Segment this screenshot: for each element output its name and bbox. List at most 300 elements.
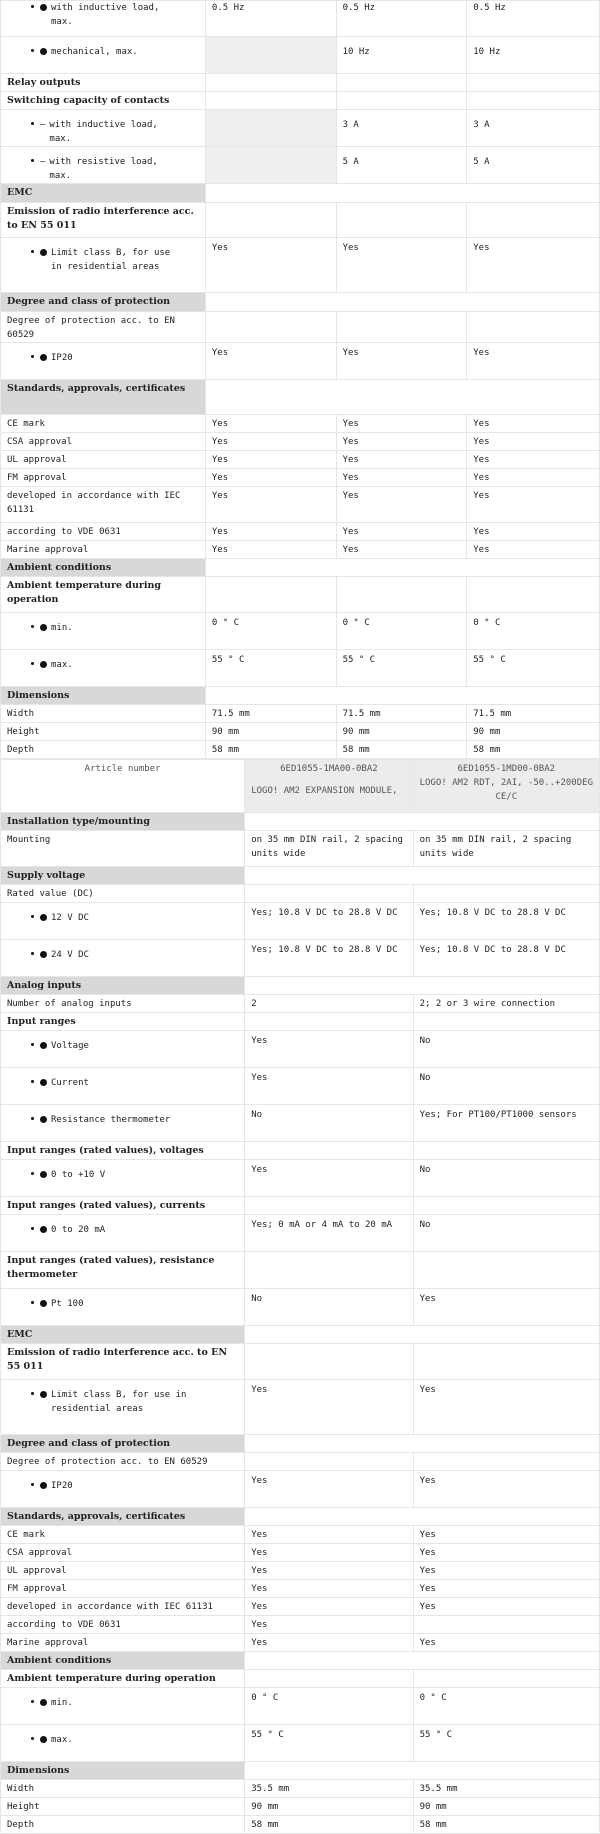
section-filler xyxy=(245,1762,600,1780)
spec-sublabel xyxy=(1,1215,245,1252)
spec-value: 0 ° C xyxy=(413,1688,599,1725)
spec-sublabel-text: 24 V DC xyxy=(51,950,89,960)
bullet-point-icon xyxy=(31,1483,34,1486)
section-filler xyxy=(205,293,599,312)
spec-value: 71.5 mm xyxy=(205,705,336,723)
spec-value: 58 mm xyxy=(336,741,467,759)
spec-label: Depth xyxy=(1,741,206,759)
section-filler xyxy=(245,867,600,885)
section-heading: Degree and class of protection xyxy=(1,1435,245,1453)
spec-row xyxy=(1,1160,600,1197)
article-number-label: Article number xyxy=(1,760,245,813)
spec-value: 2 xyxy=(245,995,413,1013)
spec-value xyxy=(205,577,336,613)
spec-value: 0.5 Hz xyxy=(205,1,336,37)
spec-row xyxy=(1,1013,600,1031)
spec-value: 55 ° C xyxy=(413,1725,599,1762)
filled-circle-icon xyxy=(40,1042,47,1049)
spec-value: 90 mm xyxy=(205,723,336,741)
section-filler xyxy=(245,1508,600,1526)
bullet-point-icon xyxy=(31,49,34,52)
spec-value: Yes; For PT100/PT1000 sensors xyxy=(413,1105,599,1142)
spec-value: 5 A xyxy=(336,147,467,184)
spec-value xyxy=(467,312,600,343)
spec-label: developed in accordance with IEC 61131 xyxy=(1,487,206,523)
spec-row xyxy=(1,380,600,415)
bullet-point-icon xyxy=(31,625,34,628)
bullet-point-icon xyxy=(31,1700,34,1703)
spec-value: 55 ° C xyxy=(205,650,336,687)
spec-sublabel-text: min. xyxy=(51,1698,73,1708)
spec-value: Yes xyxy=(205,523,336,541)
spec-value: Yes xyxy=(467,238,600,293)
spec-row xyxy=(1,995,600,1013)
spec-sublabel xyxy=(1,1725,245,1762)
filled-circle-icon xyxy=(40,1391,47,1398)
article-number-header-row xyxy=(1,760,600,813)
spec-row xyxy=(1,1105,600,1142)
spec-row xyxy=(1,1634,600,1652)
spec-value xyxy=(245,1670,413,1688)
spec-value: Yes xyxy=(467,523,600,541)
section-heading: Supply voltage xyxy=(1,867,245,885)
spec-row xyxy=(1,110,600,147)
spec-table-upper xyxy=(0,0,600,759)
section-heading: EMC xyxy=(1,184,206,203)
spec-row xyxy=(1,831,600,867)
spec-value: Yes xyxy=(205,238,336,293)
spec-row xyxy=(1,723,600,741)
spec-row xyxy=(1,184,600,203)
spec-row xyxy=(1,1068,600,1105)
spec-sublabel-text: Current xyxy=(51,1078,89,1088)
spec-value: 0.5 Hz xyxy=(336,1,467,37)
bullet-point-icon xyxy=(31,1172,34,1175)
spec-label: Degree of protection acc. to EN 60529 xyxy=(1,312,206,343)
spec-sublabel xyxy=(1,613,206,650)
spec-row xyxy=(1,1762,600,1780)
spec-value xyxy=(205,312,336,343)
spec-row xyxy=(1,1252,600,1289)
spec-value: Yes xyxy=(245,1634,413,1652)
spec-value: 3 A xyxy=(467,110,600,147)
filled-circle-icon xyxy=(40,914,47,921)
article-col1-desc: LOGO! AM2 EXPANSION MODULE, xyxy=(251,786,398,796)
spec-row xyxy=(1,1780,600,1798)
bullet-point-icon xyxy=(31,355,34,358)
spec-row xyxy=(1,1580,600,1598)
spec-value xyxy=(245,885,413,903)
spec-row xyxy=(1,1562,600,1580)
section-filler xyxy=(245,1326,600,1344)
section-filler xyxy=(205,687,599,705)
spec-value: Yes xyxy=(413,1471,599,1508)
spec-sublabel xyxy=(1,940,245,977)
spec-value: Yes xyxy=(245,1544,413,1562)
spec-value: Yes; 10.8 V DC to 28.8 V DC xyxy=(245,903,413,940)
bullet-point-icon xyxy=(31,915,34,918)
spec-row xyxy=(1,577,600,613)
spec-value: Yes xyxy=(336,238,467,293)
spec-row xyxy=(1,1670,600,1688)
filled-circle-icon xyxy=(40,1736,47,1743)
bullet-point-icon xyxy=(31,159,34,162)
spec-label: Width xyxy=(1,705,206,723)
spec-value xyxy=(413,1453,599,1471)
spec-value: No xyxy=(413,1031,599,1068)
spec-row xyxy=(1,1544,600,1562)
spec-value: 10 Hz xyxy=(336,37,467,74)
spec-label: CE mark xyxy=(1,415,206,433)
spec-sublabel-text: mechanical, max. xyxy=(51,47,138,57)
spec-value xyxy=(413,885,599,903)
spec-row xyxy=(1,813,600,831)
spec-sublabel xyxy=(1,238,206,293)
spec-row xyxy=(1,867,600,885)
spec-value: Yes xyxy=(413,1289,599,1326)
filled-circle-icon xyxy=(40,1171,47,1178)
spec-value xyxy=(205,92,336,110)
spec-sublabel-text: IP20 xyxy=(51,353,73,363)
spec-value: Yes xyxy=(205,469,336,487)
spec-label: according to VDE 0631 xyxy=(1,523,206,541)
spec-row xyxy=(1,1215,600,1252)
spec-row xyxy=(1,203,600,238)
spec-value xyxy=(245,1453,413,1471)
spec-sublabel-text: max. xyxy=(51,660,73,670)
spec-row xyxy=(1,1289,600,1326)
spec-label: FM approval xyxy=(1,1580,245,1598)
section-heading: Installation type/mounting xyxy=(1,813,245,831)
spec-value: Yes xyxy=(467,487,600,523)
spec-subheading: Relay outputs xyxy=(1,74,206,92)
spec-value: Yes xyxy=(205,433,336,451)
spec-row xyxy=(1,613,600,650)
spec-value: Yes xyxy=(413,1598,599,1616)
spec-value xyxy=(413,1197,599,1215)
spec-value xyxy=(413,1344,599,1380)
spec-value xyxy=(245,1344,413,1380)
spec-label: CSA approval xyxy=(1,1544,245,1562)
spec-sublabel xyxy=(1,1,206,37)
spec-subheading: Input ranges xyxy=(1,1013,245,1031)
bullet-point-icon xyxy=(31,1043,34,1046)
section-heading: Dimensions xyxy=(1,687,206,705)
spec-row xyxy=(1,1725,600,1762)
spec-row xyxy=(1,705,600,723)
filled-circle-icon xyxy=(40,1699,47,1706)
filled-circle-icon xyxy=(40,1482,47,1489)
spec-subheading: Ambient temperature during operation xyxy=(1,577,206,613)
spec-row xyxy=(1,1326,600,1344)
spec-row xyxy=(1,559,600,577)
spec-value xyxy=(413,1670,599,1688)
spec-label: UL approval xyxy=(1,1562,245,1580)
section-heading: Standards, approvals, certificates xyxy=(1,380,206,415)
spec-value: Yes; 10.8 V DC to 28.8 V DC xyxy=(413,903,599,940)
bullet-point-icon xyxy=(31,250,34,253)
filled-circle-icon xyxy=(40,48,47,55)
filled-circle-icon xyxy=(40,1116,47,1123)
spec-row xyxy=(1,293,600,312)
spec-sublabel xyxy=(1,903,245,940)
section-filler xyxy=(205,559,599,577)
spec-value: 5 A xyxy=(467,147,600,184)
spec-subheading: Emission of radio interference acc. to EN 55 011 xyxy=(1,1344,245,1380)
spec-value: 0.5 Hz xyxy=(467,1,600,37)
spec-value: Yes xyxy=(413,1562,599,1580)
spec-row xyxy=(1,92,600,110)
spec-value xyxy=(245,1142,413,1160)
spec-row xyxy=(1,1344,600,1380)
spec-value: Yes xyxy=(245,1380,413,1435)
spec-sublabel-text: with inductive load, max. xyxy=(51,3,160,27)
spec-row xyxy=(1,37,600,74)
spec-row xyxy=(1,687,600,705)
spec-label: UL approval xyxy=(1,451,206,469)
spec-row xyxy=(1,74,600,92)
spec-label: Degree of protection acc. to EN 60529 xyxy=(1,1453,245,1471)
spec-value: Yes xyxy=(336,469,467,487)
spec-row xyxy=(1,1380,600,1435)
spec-sublabel-text: min. xyxy=(51,623,73,633)
spec-value: 90 mm xyxy=(245,1798,413,1816)
spec-value xyxy=(413,1252,599,1289)
spec-sublabel xyxy=(1,343,206,380)
spec-value: 55 ° C xyxy=(336,650,467,687)
spec-sublabel xyxy=(1,1380,245,1435)
spec-value xyxy=(205,147,336,184)
spec-subheading: Input ranges (rated values), voltages xyxy=(1,1142,245,1160)
spec-sublabel xyxy=(1,110,206,147)
spec-value: No xyxy=(413,1215,599,1252)
spec-value: Yes xyxy=(336,523,467,541)
spec-value: Yes xyxy=(413,1544,599,1562)
bullet-point-icon xyxy=(31,122,34,125)
spec-sublabel xyxy=(1,1688,245,1725)
spec-value: Yes xyxy=(245,1160,413,1197)
spec-row xyxy=(1,1471,600,1508)
spec-value: Yes; 10.8 V DC to 28.8 V DC xyxy=(413,940,599,977)
spec-row xyxy=(1,343,600,380)
spec-sublabel xyxy=(1,1105,245,1142)
spec-value: No xyxy=(413,1160,599,1197)
spec-sublabel-text: IP20 xyxy=(51,1481,73,1491)
spec-row xyxy=(1,238,600,293)
bullet-point-icon xyxy=(31,662,34,665)
spec-sublabel xyxy=(1,1471,245,1508)
bullet-point-icon xyxy=(31,1392,34,1395)
spec-sublabel-text: max. xyxy=(51,1735,73,1745)
spec-row xyxy=(1,1688,600,1725)
spec-value: Yes xyxy=(205,487,336,523)
spec-value: Yes xyxy=(336,415,467,433)
filled-circle-icon xyxy=(40,1079,47,1086)
spec-value: Yes xyxy=(467,469,600,487)
spec-row xyxy=(1,1142,600,1160)
article-col2-desc: LOGO! AM2 RDT, 2AI, -50..+200DEG xyxy=(419,778,593,788)
spec-sublabel xyxy=(1,147,206,184)
spec-row xyxy=(1,415,600,433)
section-filler xyxy=(245,813,600,831)
section-heading: Analog inputs xyxy=(1,977,245,995)
bullet-point-icon xyxy=(31,5,34,8)
spec-value: Yes xyxy=(467,343,600,380)
spec-label: according to VDE 0631 xyxy=(1,1616,245,1634)
spec-subheading: Emission of radio interference acc. to EN 55 011 xyxy=(1,203,206,238)
spec-value: Yes; 10.8 V DC to 28.8 V DC xyxy=(245,940,413,977)
spec-value: Yes xyxy=(205,451,336,469)
bullet-point-icon xyxy=(31,1080,34,1083)
spec-value: Yes xyxy=(467,451,600,469)
spec-value: 55 ° C xyxy=(467,650,600,687)
spec-sublabel-text: Pt 100 xyxy=(51,1299,84,1309)
spec-value: 58 mm xyxy=(467,741,600,759)
spec-subheading: Ambient temperature during operation xyxy=(1,1670,245,1688)
spec-row xyxy=(1,469,600,487)
spec-subheading: Switching capacity of contacts xyxy=(1,92,206,110)
section-filler xyxy=(205,184,599,203)
spec-value: Yes xyxy=(245,1580,413,1598)
spec-value: Yes; 0 mA or 4 mA to 20 mA xyxy=(245,1215,413,1252)
spec-label: CE mark xyxy=(1,1526,245,1544)
spec-value xyxy=(336,74,467,92)
spec-row xyxy=(1,1598,600,1616)
bullet-point-icon xyxy=(31,1737,34,1740)
spec-value: 90 mm xyxy=(413,1798,599,1816)
spec-row xyxy=(1,541,600,559)
section-filler xyxy=(245,1652,600,1670)
section-filler xyxy=(245,1435,600,1453)
spec-value xyxy=(205,74,336,92)
section-heading: Degree and class of protection xyxy=(1,293,206,312)
bullet-point-icon xyxy=(31,952,34,955)
spec-sublabel xyxy=(1,37,206,74)
spec-value xyxy=(336,203,467,238)
spec-sublabel-text: Limit class B, for use in residential areas xyxy=(51,1390,187,1414)
spec-label: Marine approval xyxy=(1,541,206,559)
spec-sublabel-text: 0 to 20 mA xyxy=(51,1225,106,1235)
spec-value: Yes xyxy=(205,415,336,433)
spec-value: Yes xyxy=(467,433,600,451)
bullet-point-icon xyxy=(31,1117,34,1120)
article-col2-header xyxy=(413,760,599,813)
spec-sublabel xyxy=(1,1289,245,1326)
spec-value: Yes xyxy=(245,1031,413,1068)
spec-value: Yes xyxy=(467,541,600,559)
spec-value: on 35 mm DIN rail, 2 spacing units wide xyxy=(413,831,599,867)
section-filler xyxy=(245,977,600,995)
spec-row xyxy=(1,312,600,343)
spec-value: Yes xyxy=(413,1580,599,1598)
spec-label: FM approval xyxy=(1,469,206,487)
spec-value: No xyxy=(413,1068,599,1105)
spec-value: Yes xyxy=(336,541,467,559)
section-filler xyxy=(205,380,599,415)
spec-value: 90 mm xyxy=(336,723,467,741)
spec-sublabel xyxy=(1,650,206,687)
section-heading: Dimensions xyxy=(1,1762,245,1780)
spec-value: Yes xyxy=(245,1598,413,1616)
spec-label: Width xyxy=(1,1780,245,1798)
spec-value: No xyxy=(245,1289,413,1326)
spec-value xyxy=(245,1013,413,1031)
spec-value: Yes xyxy=(245,1562,413,1580)
spec-row xyxy=(1,1508,600,1526)
spec-row xyxy=(1,451,600,469)
spec-label: Mounting xyxy=(1,831,245,867)
spec-label: Depth xyxy=(1,1816,245,1834)
spec-label: CSA approval xyxy=(1,433,206,451)
spec-value: 35.5 mm xyxy=(245,1780,413,1798)
spec-value: Yes xyxy=(467,415,600,433)
spec-value: Yes xyxy=(413,1380,599,1435)
bullet-point-icon xyxy=(31,1301,34,1304)
filled-circle-icon xyxy=(40,661,47,668)
spec-value: 71.5 mm xyxy=(467,705,600,723)
spec-sublabel-text: with resistive load, max. xyxy=(49,157,158,181)
spec-sublabel-text: with inductive load, max. xyxy=(49,120,158,144)
spec-value xyxy=(413,1142,599,1160)
spec-value xyxy=(467,577,600,613)
spec-value xyxy=(205,203,336,238)
spec-value: 0 ° C xyxy=(245,1688,413,1725)
spec-row xyxy=(1,1652,600,1670)
filled-circle-icon xyxy=(40,624,47,631)
spec-subheading: Input ranges (rated values), resistance thermometer xyxy=(1,1252,245,1289)
spec-row xyxy=(1,1,600,37)
spec-value: 58 mm xyxy=(413,1816,599,1834)
spec-value: Yes xyxy=(413,1634,599,1652)
spec-label: Marine approval xyxy=(1,1634,245,1652)
article-col1-header xyxy=(245,760,413,813)
spec-value xyxy=(336,577,467,613)
spec-value: Yes xyxy=(336,487,467,523)
spec-value: Yes xyxy=(205,541,336,559)
spec-value: Yes xyxy=(245,1616,413,1634)
spec-value: 55 ° C xyxy=(245,1725,413,1762)
spec-row xyxy=(1,487,600,523)
filled-circle-icon xyxy=(40,1226,47,1233)
spec-subheading: Input ranges (rated values), currents xyxy=(1,1197,245,1215)
spec-row xyxy=(1,1031,600,1068)
spec-value: 90 mm xyxy=(467,723,600,741)
spec-row xyxy=(1,903,600,940)
spec-row xyxy=(1,940,600,977)
spec-row xyxy=(1,1798,600,1816)
spec-value: Yes xyxy=(336,451,467,469)
spec-label: developed in accordance with IEC 61131 xyxy=(1,1598,245,1616)
spec-row xyxy=(1,1453,600,1471)
spec-row xyxy=(1,1526,600,1544)
spec-value xyxy=(205,110,336,147)
spec-row xyxy=(1,1616,600,1634)
spec-value xyxy=(467,92,600,110)
spec-label: Height xyxy=(1,723,206,741)
dash-icon: — xyxy=(40,157,46,167)
spec-value: 10 Hz xyxy=(467,37,600,74)
filled-circle-icon xyxy=(40,249,47,256)
spec-value: Yes xyxy=(205,343,336,380)
bullet-point-icon xyxy=(31,1227,34,1230)
spec-value xyxy=(413,1616,599,1634)
spec-sublabel-text: 12 V DC xyxy=(51,913,89,923)
spec-row xyxy=(1,433,600,451)
spec-value: Yes xyxy=(245,1526,413,1544)
spec-value: Yes xyxy=(245,1068,413,1105)
spec-sublabel-text: 0 to +10 V xyxy=(51,1170,106,1180)
spec-row xyxy=(1,741,600,759)
